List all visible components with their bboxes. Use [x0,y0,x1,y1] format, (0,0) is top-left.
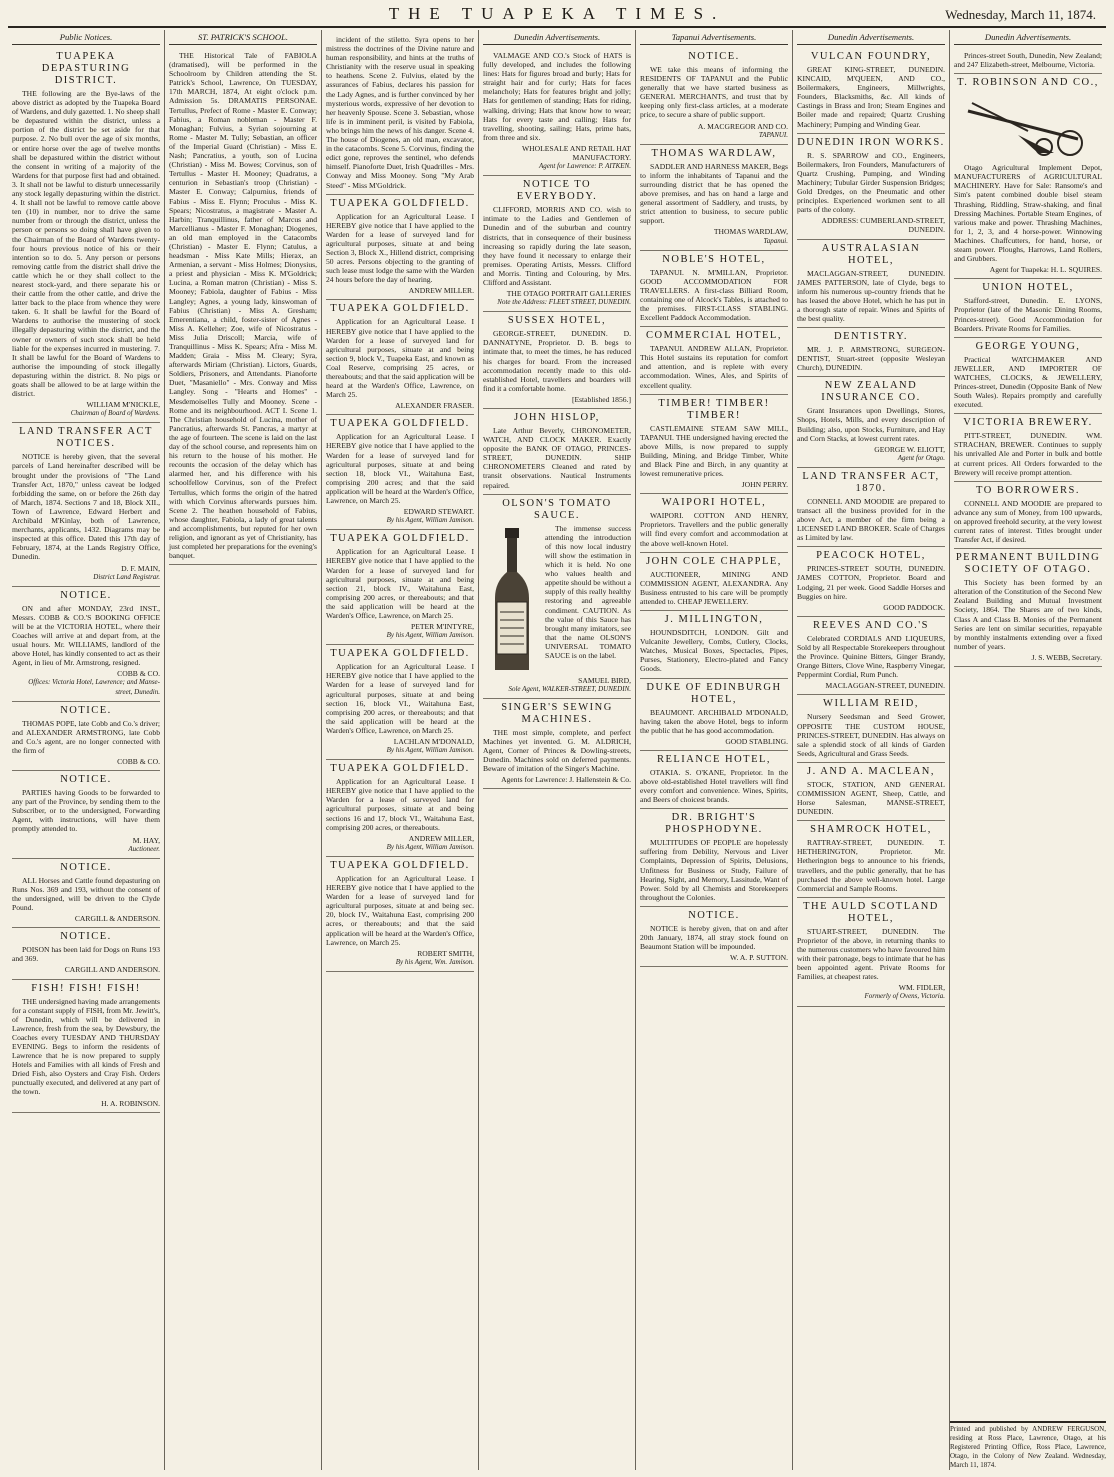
ad-signature: ROBERT SMITH, [417,948,474,958]
ad-signature: Agents for Lawrence: J. Hallenstein & Co. [501,775,631,785]
ad-body: PITT-STREET, DUNEDIN. WM. STRACHAN, BREWER. Continues to supply his unrivalled Ale and Porter in bulk and bottle at current prices. All Orders forwarded to the Brewery will receive prompt attention. [954,431,1102,477]
ad-title: TIMBER! TIMBER! TIMBER! [658,397,770,421]
ad-signature-subline: By his Agent, Wm. Jamison. [395,957,474,966]
ad-signature: Agent for Tuapeka: H. L. SQUIRES. [989,265,1102,275]
ad-signature-subline: Offices: Victoria Hotel, Lawrence; and Manse-street, Dunedin. [28,678,160,696]
ad-title: SHAMROCK HOTEL, [810,824,932,836]
ad-title: GEORGE YOUNG, [975,340,1081,352]
plough-icon [958,91,1098,161]
ad-body: SADDLER AND HARNESS MAKER, Begs to inform the inhabitants of Tapanui and the surrounding district that he has opened the above premises, and has on hand a large and general assortment of Saddlery, and trusts, by strict attention to business, to secure public support. [640,161,788,226]
advertisement [326,300,474,415]
ad-title: TO BORROWERS. [976,484,1080,496]
advertisement [326,645,474,760]
advertisement [954,482,1102,549]
ad-signature: WHOLESALE AND RETAIL HAT MANUFACTORY. [522,143,631,163]
ad-title: JOHN COLE CHAPPLE, [646,555,782,567]
ad-title: DUNEDIN IRON WORKS. [797,136,945,148]
column-header: Public Notices. [12,32,160,45]
ad-signature: D. F. MAIN, [121,563,160,573]
advertisement [797,763,945,821]
ad-body: Stafford-street, Dunedin. E. LYONS, Proprietor (late of the Masonic Dining Rooms, Princes-street). Good Accommodation for Boarders. Private Rooms for Families. [954,296,1102,333]
ad-signature-subline: By his Agent, William Jamison. [386,746,474,755]
ad-signature: WILLIAM M'NICKLE, [86,400,160,410]
ad-body: Application for an Agricultural Lease. I HEREBY give notice that I have applied to the Warden for a lease of surveyed land for agricultural purposes, situate at and being section 9, block V., Tuapeka East, and known as Coal Reserve, comprising 25 acres, or thereabouts; and that the said application will be heard at the Warden's Office, Lawrence, on March 25. [326,317,474,400]
ad-body: CONNELL AND MOODIE are prepared to transact all the business provided for in the above Act, a member of the firm being a LICENSED LAND BROKER. Scale of Charges as Limited by law. [797,496,945,543]
ad-body: This Society has been formed by an alteration of the Constitution of the Second New Zealand Building and Mutual Investment Society, 1864. The Shares are of two kinds, Class A and Class B. Monies of the Permanent Series are lent on similar securities, repayable by monthly instalments extending over a fixed number of years. [954,578,1102,651]
ad-body: Practical WATCHMAKER AND JEWELLER, AND IMPORTER OF WATCHES, CLOCKS, & JEWELLERY, Princes-street, Dunedin (Opposite Bank of New South Wales). Repairs promptly and carefully executed. [954,354,1102,410]
ad-signature-subline: By his Agent, William Jamison. [386,516,474,525]
advertisement [797,898,945,1007]
advertisement [640,751,788,809]
ad-body: GREAT KING-STREET, DUNEDIN. KINCAID, M'QUEEN, AND CO., Boilermakers, Engineers, Millwrights, Founders, Blacksmiths, &c. All kinds of Castings in Brass and Iron; Steam Engines and Boiler made and repaired; Quartz Crushing Machinery; Pumping and Winding Gear. [797,65,945,129]
advertisement [640,251,788,328]
ad-signature-subline: Note the Address: FLEET STREET, DUNEDIN. [497,298,631,307]
advertisement [12,859,160,928]
ad-signature: SAMUEL BIRD, [578,675,631,685]
advertisement [640,907,788,967]
ad-title: NOTICE. [60,589,112,601]
sauce-bottle-icon [483,524,541,674]
advertisement [326,760,474,857]
ad-title: DENTISTRY. [833,331,909,343]
ad-title: TUAPEKA GOLDFIELD. [330,533,470,545]
column-6 [792,30,949,1470]
advertisement [640,809,788,907]
column-header: Dunedin Advertisements. [954,32,1102,45]
ad-title: UNION HOTEL, [982,282,1074,294]
ad-signature: ADDRESS: CUMBERLAND-STREET, DUNEDIN. [821,216,945,235]
ad-body: HOUNDSDITCH, LONDON. Gilt and Vulcanite Jewellery, Combs, Cutlery, Clocks, Watches, Musical Boxes, Spectacles, Pipes, Purses, Stationery, Electro-plated and Fancy Goods. [640,628,788,674]
ad-title: NOTICE. [60,704,112,716]
ad-title: NOTICE. [688,909,740,921]
ad-title: THOMAS WARDLAW, [651,147,777,159]
ad-body: THE following are the Bye-laws of the above district as adopted by the Tuapeka Board of Wardens, and duly gazetted. 1. No sheep shall be depastured within the district, unless a portion of the district be set aside for that purpose. 2. No bull over the age of six months, or entire horse over the age of twelve months shall be depastured within the district without the consent in writing of a majority of the Wardens for that purpose first had and obtained. 3. It shall not be lawful to disturb unnecessarily any stock legally depasturing within the district. 4. It shall not be lawful to remove cattle above ten (10) in number, nor to drive the same number from or through the district, unless the person or persons so doing shall have given to the Chairman of the Board of Wardens twenty-four hours previous notice of his or their intention so to do. 5. Any person or persons removing cattle from the district shall drive the cattle which he or they shall collect to the nearest stock-yard, and there separate his or their cattle from the other cattle, and drive the latter back to the place from whence they were taken. 6. It shall be lawful for the Board of Wardens to authorise the mustering of stock illegally depasturing within the district, and the owner or owners of such stock shall be held liable for the expenses incurred in mustering. 7. It shall be lawful for the Board of Wardens to authorise the impounding of stock illegally depasturing within the district. 8. No pigs or goats shall be allowed to be at large within the district. [12,89,160,399]
column-header: Tapanui Advertisements. [640,32,788,45]
ad-body: MR. J. P. ARMSTRONG, SURGEON-DENTIST, Stuart-street (opposite Wesleyan Church), DUNEDIN. [797,345,945,373]
ad-body: AUCTIONEER, MINING AND COMMISSION AGENT, ALEXANDRA. Any Business entrusted to his care will be promptly attended to. CHEAP JEWELLERY. [640,569,788,606]
ad-signature: W. A. P. SUTTON. [729,953,788,963]
advertisement [797,377,945,468]
column-header: Dunedin Advertisements. [797,32,945,45]
ad-body: ALL Horses and Cattle found depasturing on Runs Nos. 369 and 193, without the consent of the undersigned, will be driven to the Clyde Pound. [12,875,160,913]
ad-body: CONNELL AND MOODIE are prepared to advance any sum of Money, from 100 upwards, on approved freehold security, at the very lowest current rates of interest. Titles brought under Transfer Act, if desired. [954,498,1102,545]
ad-signature-subline: District Land Registrar. [93,572,160,581]
ad-title: NOTICE. [688,51,740,62]
advertisement [12,980,160,1113]
advertisement [640,679,788,751]
advertisement [797,547,945,616]
ad-signature: JOHN PERRY. [741,480,788,490]
ad-title: J. MILLINGTON, [664,614,764,626]
ad-signature: THE OTAGO PORTRAIT GALLERIES [506,289,631,299]
ad-title: NEW ZEALAND INSURANCE CO. [821,380,921,404]
advertisement [483,312,631,409]
ad-title: DR. BRIGHT'S PHOSPHODYNE. [665,812,763,836]
newspaper-title: THE TUAPEKA TIMES. [388,4,726,23]
ad-title: AUSTRALASIAN HOTEL, [821,242,921,266]
ad-body: NOTICE is hereby given, that on and after 20th January, 1874, all stray stock found on Beaumont Station will be impounded. [640,923,788,952]
ad-title: LAND TRANSFER ACT NOTICES. [19,426,153,450]
ad-body: Nursery Seedsman and Seed Grower, OPPOSITE THE CUSTOM HOUSE, PRINCES-STREET, DUNEDIN. Has always on sale a splendid stock of all kinds of Garden Seeds, Agricultural and Grass Seeds. [797,712,945,758]
ad-body: Application for an Agricultural Lease. I HEREBY give notice that I have applied to the Warden for a lease of surveyed land for agricultural purposes, situate at and being Section 3, Block X., Hillend district, comprising 50 acres. Persons objecting to the granting of such lease must lodge the same with the Warden 24 hours before the day of hearing. [326,211,474,285]
column-container [8,30,1106,1470]
ad-signature: GOOD PADDOCK. [883,602,945,612]
ad-signature: MACLAGGAN-STREET, DUNEDIN. [825,681,945,691]
ad-body: Celebrated CORDIALS AND LIQUEURS, Sold by all Respectable Storekeepers throughout the Province. Quinine Bitters, Ginger Brandy, Orange Bitters, Clove Wine, Raspberry Vinegar, Peppermint Cordial, Rum Punch. [797,633,945,680]
ad-title: LAND TRANSFER ACT, 1870. [802,470,940,494]
advertisement [797,48,945,134]
ad-body: ON and after MONDAY, 23rd INST., Messrs. COBB & CO.'S BOOKING OFFICE will be at the VICTORIA HOTEL, where their Coaches will arrive at and depart from, at the usual hours. Mr. WILLIAMS, landlord of the above Hotel, has kindly consented to act as their Agent, in lieu of Mr. Armstrong, resigned. [12,603,160,668]
advertisement [483,176,631,312]
ad-signature-subline: Agent for Otago. [897,453,945,462]
ad-body: THE undersigned having made arrangements for a constant supply of FISH, from Mr. Jewitt's, of Dunedin, which will be delivered in Lawrence, fresh from the sea, by Dewsbury, the Coaches every TUESDAY AND THURSDAY EVENING. Begs to inform the residents of Lawrence that he is now prepared to supply Hotels and Families with all kinds of Fresh and Dried Fish, also Oysters and Cray Fish. Orders punctually executed, and delivered at any part of the town. [12,996,161,1097]
ad-body: MULTITUDES OF PEOPLE are hopelessly suffering from Debility, Nervous and Liver Complaints, Depression of Spirits, Delusions, Unfitness for Business or Study, Failure of Hearing, Sight, and Memory, Lassitude, Want of Power. Sold by all Chemists and Storekeepers throughout the Colonies. [640,838,788,902]
ad-body: RATTRAY-STREET, DUNEDIN. T. HETHERINGTON, Proprietor. Mr. Hetherington begs to announce to his friends, travellers, and the public generally, that he has purchased the above well-known hotel. Large Commercial and Sample Rooms. [797,838,945,893]
ad-signature: PETER M'INTYRE, [411,622,474,632]
advertisement [483,409,631,495]
ad-title: REEVES AND CO.'S [812,619,930,631]
advertisement [797,240,945,329]
ad-title: TUAPEKA DEPASTURING DISTRICT. [41,51,131,86]
advertisement [954,338,1102,415]
ad-signature: GOOD STABLING. [725,736,788,746]
column-5 [635,30,792,1470]
ad-body: WAIPORI. COTTON AND HENRY, Proprietors. Travellers and the public generally will find every comfort and accommodation at the above well-known Hotel. [640,511,788,548]
ad-signature: COBB & CO. [117,669,160,679]
ad-signature: H. A. ROBINSON. [101,1098,160,1108]
ad-body: STOCK, STATION, AND GENERAL COMMISSION AGENT, Sheep, Cattle, and Horse Salesman, MANSE-STREET, DUNEDIN. [797,779,945,817]
ad-title: NOBLE'S HOTEL, [662,253,766,265]
ad-signature: GEORGE W. ELIOTT, [874,444,945,454]
ad-body: THOMAS POPE, late Cobb and Co.'s driver; and ALEXANDER ARMSTRONG, late Cobb and Co.'s agent, are no longer connected with the firm of [12,718,160,755]
ad-body: THE most simple, complete, and perfect Machines yet invented. G. M. ALDRICH, Agent, Corner of Princes & Dowling-streets, Dunedin. Machines sold on deferred payments. Beware of imitation of the Singer's Machine. [483,727,631,774]
ad-signature-subline: Formerly of Ovens, Victoria. [864,992,945,1001]
advertisement [797,617,945,696]
ad-body: BEAUMONT. ARCHIBALD M'DONALD, having taken the above Hotel, begs to inform the public that he has good accommodation. [640,707,788,735]
ad-body: Application for an Agricultural Lease. I HEREBY give notice that I have applied to the Warden for a lease of surveyed land for agricultural purposes, situate at and being section 16, block VI., Waitahuna East, comprising 200 acres, or thereabouts; and that the said application will be heard at the Warden's Office, Lawrence, on March 25. [326,662,474,735]
advertisement [483,699,631,790]
ad-signature: CARGILL & ANDERSON. [74,914,160,924]
advertisement [326,530,474,645]
ad-title: T. ROBINSON AND CO., [957,77,1099,89]
ad-body: TAPANUI. N. M'MILLAN, Proprietor. GOOD ACCOMMODATION FOR TRAVELLERS. A first-class Billiard Room, containing one of Alcock's Tables, is attached to the premises. FIRST-CLASS STABLING. Excellent Paddock Accommodation. [640,267,788,323]
ad-body: PRINCES-STREET SOUTH, DUNEDIN. JAMES COTTON, Proprietor. Board and Lodging, 21 per week. Good Saddle Horses and Buggies on hire. [797,564,945,601]
ad-title: NOTICE. [60,931,112,943]
ad-body: Otago Agricultural Implement Depot, MANUFACTURERS of AGRICULTURAL MACHINERY. Have for Sale: Ransome's and Sim's patent combined double bisel steam Thrashing, Riddling, Straw-shaking, and final Dressing Machines. Portable Steam Engines, of various make and power. Thrashing Machines, for 1, 2, 3, and 4 horse-power. Winnowing Machines. Chaffcutters, for hand, horse, or steam power. Ploughs, Harrows, Land Rollers, and Grubbers. [954,163,1102,264]
ad-title: VULCAN FOUNDRY, [810,51,932,62]
ad-body: Grant Insurances upon Dwellings, Stores, Shops, Hotels, Mills, and every description of Building; also, upon Stocks, Furniture, and Hay and Corn Stacks, at lowest current rates. [797,406,945,443]
ad-title: COMMERCIAL HOTEL, [646,330,782,342]
ad-signature: WM. FIDLER, [898,983,945,993]
ad-title: NOTICE. [60,774,112,786]
advertisement [12,423,160,586]
ad-title: TUAPEKA GOLDFIELD. [330,303,470,315]
advertisement [12,587,160,702]
masthead [8,2,1106,28]
advertisement [12,48,160,423]
advertisement [954,414,1102,481]
ad-title: SUSSEX HOTEL, [507,315,607,327]
ad-signature-subline: Sole Agent, WALKER-STREET, DUNEDIN. [508,684,631,693]
advertisement [640,48,788,145]
ad-title: WAIPORI HOTEL, [661,497,767,509]
ad-body: GEORGE-STREET, DUNEDIN. D. DANNATYNE, Proprietor. D. B. begs to intimate that, to meet the times, he has reduced his charges for board. From the increased accommodation recently made to this old-established Hotel, travellers and boarders will find it a comfortable home. [483,329,631,393]
ad-body: STUART-STREET, DUNEDIN. The Proprietor of the above, in returning thanks to the numerous customers who have favoured him with their patronage, begs to intimate that he has been appointed agent. Private Rooms for Families, at cheapest rates. [797,926,945,982]
column-7 [949,30,1106,1470]
advertisement [169,48,317,565]
advertisement [954,279,1102,337]
ad-signature-subline: Auctioneer. [128,844,160,853]
advertisement [640,611,788,678]
ad-signature: ANDREW MILLER. [408,286,474,296]
ad-title: SINGER'S SEWING MACHINES. [501,701,613,725]
advertisement [640,494,788,552]
advertisement [12,771,160,859]
advertisement [797,468,945,547]
ad-title: NOTICE. [60,861,112,873]
ad-signature: A. MACGREGOR AND CO. [697,121,788,131]
advertisement [483,48,631,176]
ad-signature: LACHLAN M'DONALD, [393,737,474,746]
ad-body: MACLAGGAN-STREET, DUNEDIN. JAMES PATTERSON, late of Clyde, begs to inform his numerous up-country friends that he has leased the above Hotel, which he has put in a thorough state of repair. Wines and Spirits of the best quality. [797,268,945,323]
ad-signature: ALEXANDER FRASER. [395,401,474,411]
printer-imprint: Printed and published by ANDREW FERGUSON, residing at Ross Place, Lawrence, Otago, at his Registered Printing Office, Ross Place, Lawrence, Otago, in the Colony of New Zealand. Wednesday, March 11, 1874. [950,1421,1106,1470]
ad-title: DUKE OF EDINBURGH HOTEL, [646,681,782,705]
column-header: Dunedin Advertisements. [483,32,631,45]
advertisement [326,32,474,195]
ad-signature: COBB & CO. [117,757,160,766]
ad-title: VICTORIA BREWERY. [963,417,1093,429]
ad-signature-subline: By his Agent, William Jamison. [386,842,474,851]
advertisement [640,395,788,495]
ad-signature-subline: Chairman of Board of Wardens. [70,409,160,418]
advertisement [326,195,474,301]
ad-signature-subline: By his Agent, William Jamison. [386,631,474,640]
column-1 [8,30,164,1470]
ad-signature-subline: Agent for Lawrence: P. AITKEN. [538,162,631,171]
ad-title: TUAPEKA GOLDFIELD. [330,197,470,209]
ad-body: incident of the stiletto. Syra opens to her mistress the doctrines of the Divine nature and human responsibility, and hints at the truths of Christianity with the reserve usual in speaking to heathens. Scene 2. Fulvius, elated by the assurances of Fabius, declares his passion for the Lady Agnes, and is further convinced by her mysterious words, expressive of her devotion to her heavenly Spouse. Scene 3. Sebastian, whose life is in imminent peril, is visited by Fabiola, who brings him the news of his danger. Scene 4. The house of Diogenes, an old man, excavator, in the catacombs. Scene 5. Corvinus, finding the edict gone, reproves the sentinel, who defends himself. Pianoforte Duet, Irish Quadrilles - Mrs. Conway and Miss Mooney. Song "My Arab Steed" - Miss M'Goldrick. [326,35,474,190]
ad-title: JOHN HISLOP, [514,412,600,423]
ad-title: PERMANENT BUILDING SOCIETY OF OTAGO. [955,552,1101,576]
ad-body: POISON has been laid for Dogs on Runs 193 and 369. [12,945,160,964]
ad-signature: EDWARD STEWART. [403,507,474,517]
ad-body: The immense success attending the introduction of this now local industry will show the estimation in which it is held. No one who values health and appetite should be without a supply of this really healthy restoring and agreeable condiment. CAUTION. As the value of this Sauce has brought many imitators, see that the name OLSON'S UNIVERSAL TOMATO SAUCE is on the label. [545,523,631,660]
ad-body: WE take this means of informing the RESIDENTS OF TAPANUI and the Public generally that we have started business as GENERAL MERCHANTS, and trust that by keeping only first-class articles, at a moderate price, to secure a share of public support. [640,65,788,120]
advertisement [954,549,1102,667]
ad-signature: THOMAS WARDLAW, [713,227,788,237]
ad-title: WILLIAM REID, [823,698,919,710]
advertisement [640,553,788,611]
advertisement [12,702,160,771]
ad-title: THE AULD SCOTLAND HOTEL, [803,900,939,924]
ad-title: TUAPEKA GOLDFIELD. [330,418,470,430]
advertisement [326,415,474,530]
ad-title: NOTICE TO EVERYBODY. [516,179,598,203]
ad-title: J. AND A. MACLEAN, [807,765,935,777]
ad-body: THE Historical Tale of FABIOLA (dramatised), will be performed in the Schoolroom by Children attending the St. Patrick's School, Lawrence, On TUESDAY, 17th MARCH, 1874, At eight o'clock p.m. Admission 5s. DRAMATIS PERSONAE. Tertullus, Prefect of Rome - Master E. Conway; Fabius, a Roman nobleman - Master F. Monaghan; Fulvius, a Syrian sojourning at Rome - Master M. Tully; Sebastian, an officer of the Imperial Guard (Christian) - Miss E. Nash; Pancratius, a youth, son of Lucina (Christian) - Miss M. Bowes; Corvinus, son of Tertullus - Master H. Mooney; Quadratus, a centurion in Sebastian's troop (Christian) - Master E. Conway; Calpurnius, friends of Fabius - Miss E. Flynn; Proculus - Miss K. Spears; Nicostratus, a magistrate - Master A. Harbin; Tranquillinus, father of Marcus and Marcellianus - Master F. Monaghan; Diogenes, an old man employed in the Catacombs (Christian) - Master E. Flynn; Catulus, a headsman - Miss Kate Mills; Hierax, an Armenian, a servant - Miss Holmes; Dionysius, a priest and physician - Miss K. M'Goldrick; Lucina, a Roman matron (Christian) - Miss S. Mooney; Fabiola, daughter of Fabius - Miss Langley; Agnes, a young lady, kinswoman of Fabius (Christian) - Miss A. Gresham; Emerentiana, a child, foster-sister of Agnes - Miss A. Kelleher; Zoe, wife of Nicostratus - Miss Julia Driscoll; Marcia, wife of Tranquillinus - Miss K. Spears; Afra - Miss M. Madden; Graia - Miss M. Cleary; Syra, afterwards Miriam (Christian). Lictors, Guards, Soldiers, Prisoners, and Attendants. Pianoforte Duet, "Masaniello" - Mrs. Conway and Miss Langley. Song - "Hearts and Homes" - Mesdemoiselles Tully and Mooney. Scene - Rome and its neighbourhood. ACT I. Scene 1. The Christian household of Lucina, mother of Pancratius, afterwards St. Pancras, a martyr at the age of fourteen. The scene is laid on the last day of the school course, and represents him on his return to the house of his mother. He recounts the occasion of the delay which has alarmed her, and his difference with his schoolfellow Corvinus, son of the Prefect Tertullus, which forms the origin of the hatred with which Corvinus afterwards pursues him. Scene 2. The heathen household of Fabius, whose daughter, Fabiola, a lady of great talents and accomplishments, but reputed for her own religion, and ignorant as yet of Christianity, has just completed her preparations for the evening's banquet. [169,51,317,561]
ad-title: TUAPEKA GOLDFIELD. [330,648,470,660]
advertisement [326,857,474,972]
ad-body: TAPANUI. ANDREW ALLAN, Proprietor. This Hotel sustains its reputation for comfort and attention, and is replete with every accommodation. Wines, Ales, and Spirits of excellent quality. [640,344,788,390]
ad-signature: J. S. WEBB, Secretary. [1031,652,1102,662]
ad-signature-subline: Tapanui. [763,236,788,245]
ad-body: VALMAGE AND CO.'s Stock of HATS is fully developed, and includes the following lines: Hats for figures broad and burly; Hats for straight hair and for curly; Hats for faces melancholy; Hats for features bright and jolly; Hats for gentlemen of standing; Hats for riding, walking, driving; Hats that know how to wear; Hats for every taste and calling; Hats for travelling, shooting, sailing; Hats, prime hats, from three and six. [483,51,631,142]
ad-body: PARTIES having Goods to be forwarded to any part of the Province, by sending them to the Subscriber, or to the undersigned, Forwarding Agent, with instructions, will have them promptly attended to. [12,788,160,834]
column-2 [164,30,321,1470]
ad-body: Application for an Agricultural Lease. I HEREBY give notice that I have applied to the Warden for a lease of surveyed land for agricultural purposes, situate at and being section 21, block IV., Waitahuna East, comprising 200 acres, or thereabouts; and that the said application will be heard at the Warden's Office, Lawrence, on March 25. [326,547,474,620]
ad-signature: M. HAY, [132,835,160,845]
advertisement [797,328,945,377]
advertisement [797,134,945,240]
ad-signature: [Established 1856.] [571,394,631,404]
column-3 [321,30,478,1470]
ad-body: Late Arthur Beverly, CHRONOMETER, WATCH, AND CLOCK MAKER. Exactly opposite the BANK OF OTAGO, PRINCES-STREET, DUNEDIN. SHIP CHRONOMETERS Cleaned and rated by transit observations. Nautical Instruments repaired. [483,426,631,490]
advertisement [640,145,788,251]
ad-signature: ANDREW MILLER, [408,833,474,843]
advertisement [483,495,631,699]
issue-date: Wednesday, March 11, 1874. [945,7,1096,22]
ad-body: Princes-street South, Dunedin, New Zealand; and 247 Elizabeth-street, Melbourne, Victoria. [954,51,1102,70]
tomato-ad-body [483,524,631,674]
advertisement [797,695,945,762]
ad-title: TUAPEKA GOLDFIELD. [330,859,470,871]
ad-body: Application for an Agricultural Lease. I HEREBY give notice that I have applied to the Warden for a lease of surveyed land for agricultural purposes, situate at and being sections 16 and 17, block VI., Waitahuna East, comprising 200 acres, or thereabouts. [326,777,474,832]
advertisement [954,74,1102,279]
ad-body: CLIFFORD, MORRIS AND CO. wish to intimate to the Ladies and Gentlemen of Dunedin and of the suburban and country districts, that in consequence of their business increasing so rapidly during the late season, they have found it necessary to enlarge their premises. Operating Artists, Messrs. Clifford and Morris. Tinting and Colouring, by Mrs. Clifford and Assistant. [483,205,631,287]
ad-signature: CARGILL AND ANDERSON. [64,965,160,975]
column-4 [478,30,635,1470]
ad-title: TUAPEKA GOLDFIELD. [330,763,470,775]
ad-body: Application for an Agricultural Lease. I HEREBY give notice that I have applied to the Warden for a lease of surveyed land for agricultural purposes, situate at and being sec. 20, block IV., Waitahuna East, comprising 200 acres, or thereabouts; and that the said application will be heard at the Warden's Office, Lawrence, on March 25. [326,873,474,947]
ad-body: NOTICE is hereby given, that the several parcels of Land hereinafter described will be brought under the provisions of "The Land Transfer Act, 1870," unless caveat be lodged forbidding the same, on or before the 26th day of March, 1874. Sections 7 and 18, Block XII., Town of Lawrence, Edward Herbert and Archibald M'Kinlay, both of Lawrence, merchants, applicants, 1432. Diagrams may be inspected at this office. Dated this 17th day of February, 1874, at the Lands Registry Office, Dunedin. [12,452,160,562]
ad-title: OLSON'S TOMATO SAUCE. [502,497,612,521]
ad-body: OTAKIA. S. O'KANE, Proprietor. In the above old-established Hotel travellers will find every comfort and convenience. Wines, Spirits, and Beers of choicest brands. [640,767,788,805]
advertisement [797,821,945,898]
advertisement [640,327,788,394]
ad-title: RELIANCE HOTEL, [656,753,772,765]
advertisement [954,48,1102,74]
ad-title: PEACOCK HOTEL, [816,550,926,562]
column-header: ST. PATRICK'S SCHOOL. [169,32,317,45]
ad-body: CASTLEMAINE STEAM SAW MILL, TAPANUI. THE undersigned having erected the above Mills, is now prepared to supply Building, Mining, and Bridge Timber, White and Black Pine and Birch, in any quantity at lowest remunerative prices. [640,423,788,479]
ad-signature-subline: TAPANUI. [758,130,788,139]
ad-body: Application for an Agricultural Lease. I HEREBY give notice that I have applied to the Warden for a lease of surveyed land for agricultural purposes, situate at and being section 18, block VI., Waitahuna East, comprising 200 acres; and that the said application will be heard at the Warden's Office, Lawrence, on March 25. [326,432,474,506]
ad-title: FISH! FISH! FISH! [31,982,141,994]
ad-body: R. S. SPARROW and CO., Engineers, Boilermakers, Iron Founders, Manufacturers of Quartz Crushing, Pumping, and Winding Machinery; Tubular Girder Suspension Bridges; Gold Dredges, on the Pneumatic and other principles. Experienced workmen sent to all parts of the colony. [797,150,945,215]
advertisement [12,928,160,979]
